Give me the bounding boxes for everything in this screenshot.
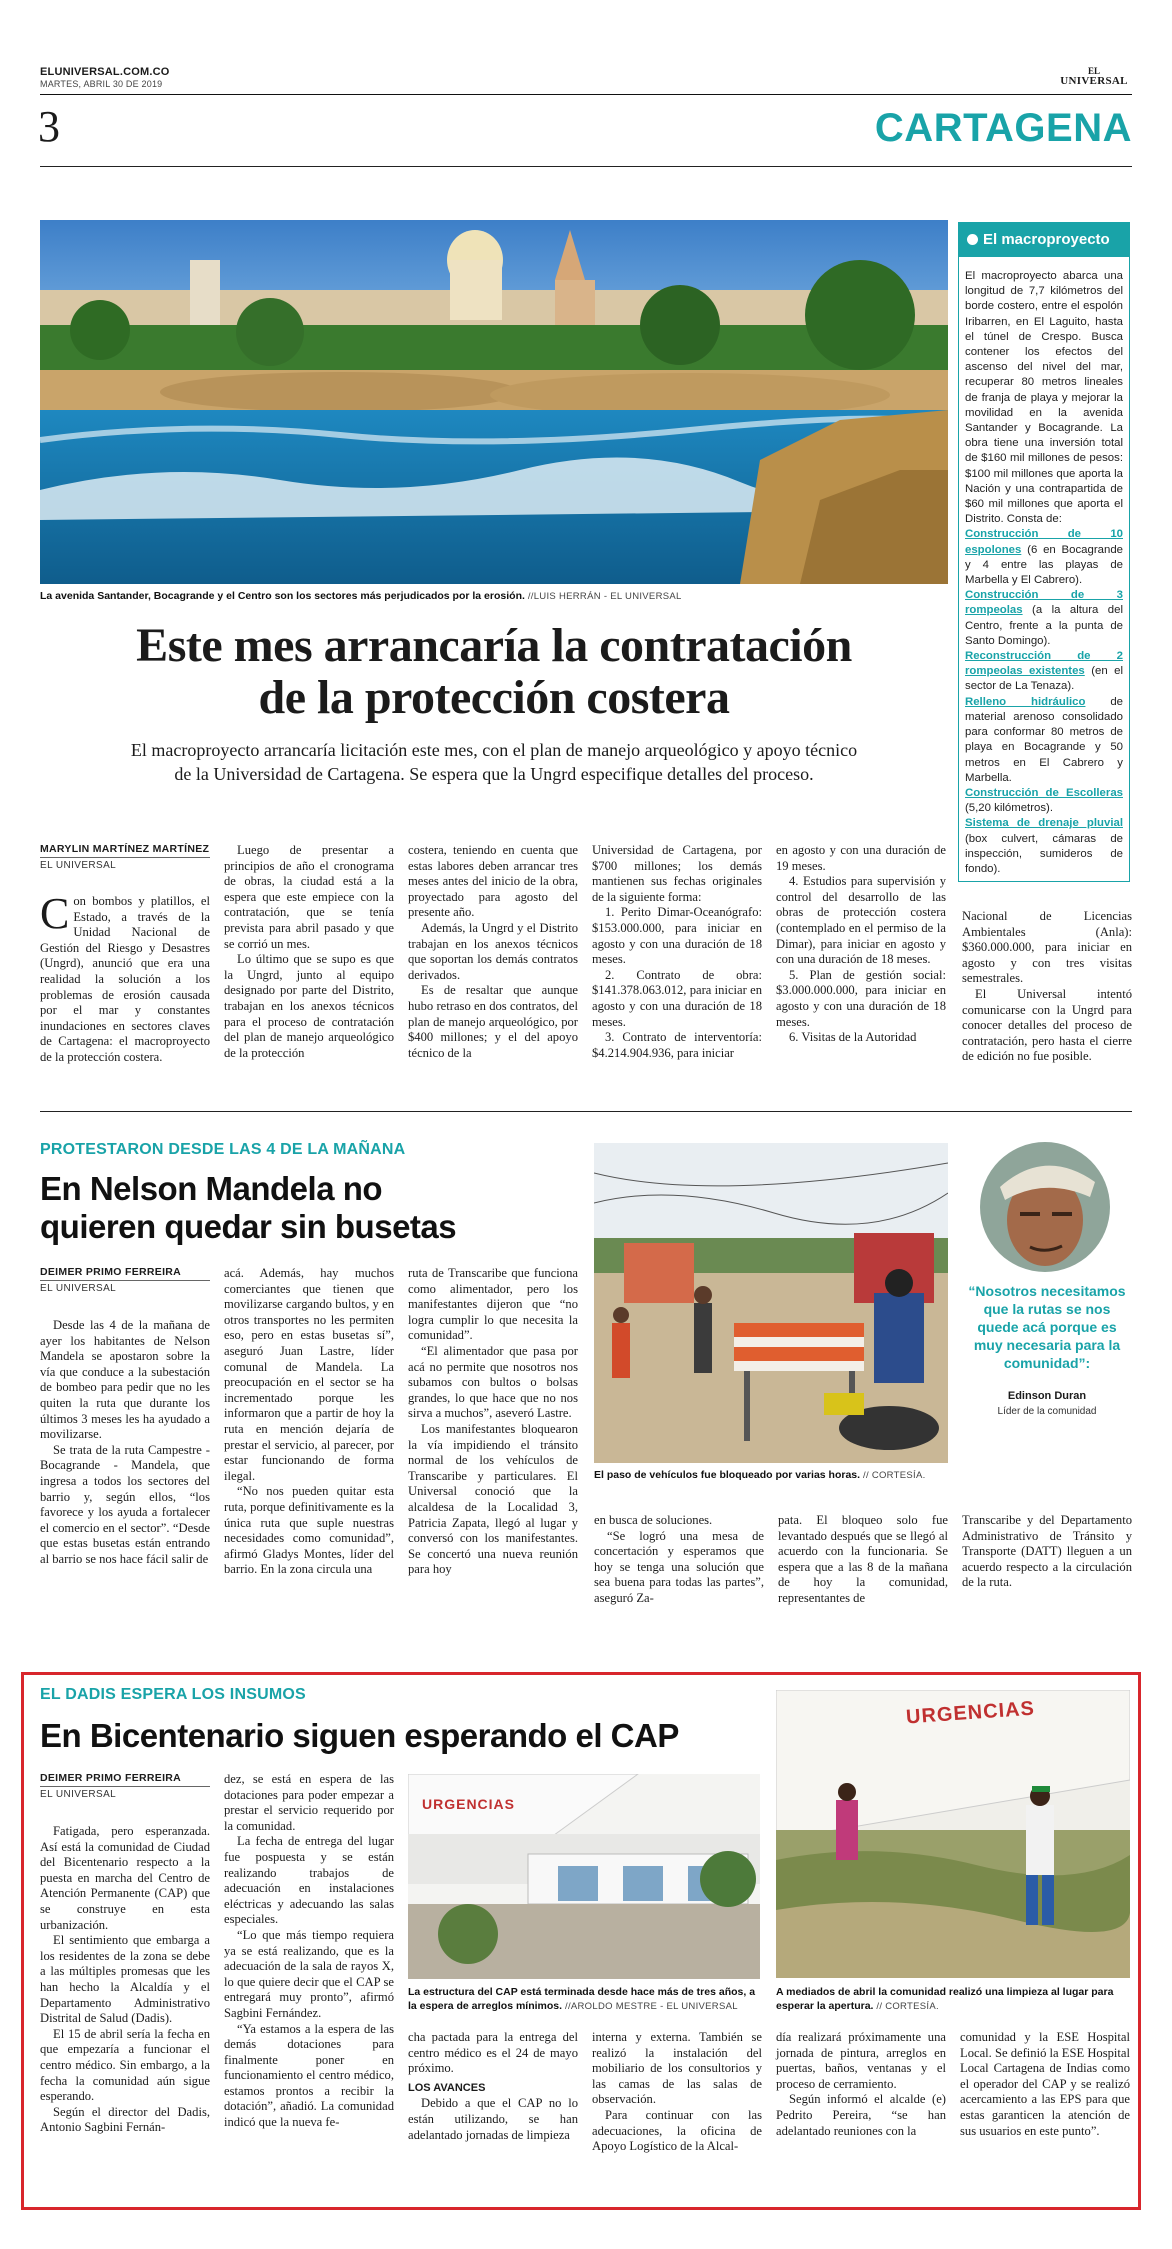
quote-text: “Nosotros necesitamos que la rutas se nos quede acá porque es muy necesaria para la comunidad”:: [968, 1283, 1126, 1371]
cap-col-5: [776, 2030, 946, 2139]
lead-col5-p1: en agosto y con una duración de 19 meses.: [776, 843, 946, 873]
cap-headline: En Bicentenario siguen esperando el CAP: [40, 1717, 679, 1754]
sidebar-item: Relleno hidráulico de material arenoso consolidado para conformar 80 metros de playa en Bocagrande y 50 metros en El Cabrero y Marbella.: [965, 695, 1123, 784]
cap-col2-p1: dez, se está en espera de las dotaciones para poder empezar a prestar el servicio requerido por la comunidad.: [224, 1772, 394, 1833]
mandela-byline: [40, 1266, 210, 1294]
sidebar-item: Reconstrucción de 2 rompeolas existentes (en el sector de La Tenaza).: [965, 650, 1123, 693]
cap-photo2-caption: [776, 1985, 1130, 2014]
lead-deck-line1: El macroproyecto arrancaría licitación este mes, con el plan de manejo arqueológico y apoyo técnico: [130, 740, 858, 760]
mandela-col-6: [962, 1513, 1132, 1591]
cap-col2-p2: La fecha de entrega del lugar fue pospuesta y se están realizando trabajos de adecuación en instalaciones eléctricas y adecuando las salas especiales.: [224, 1834, 394, 1927]
cap-col-1: [40, 1824, 210, 2136]
sidebar-item: Construcción de 3 rompeolas (a la altura del Centro, frente a la punta de Santo Domingo).: [965, 589, 1123, 647]
lead-col4-p4: 3. Contrato de interventoría: $4.214.904.936, para iniciar: [592, 1030, 762, 1060]
cap-col-2: [224, 1772, 394, 2131]
mandela-caption-credit: // CORTESÍA.: [863, 1470, 926, 1481]
quote-name: Edinson Duran: [1007, 1390, 1087, 1402]
mandela-col-4: [594, 1513, 764, 1607]
mandela-byline-name: DEIMER PRIMO FERREIRA: [40, 1266, 182, 1278]
site-url: ELUNIVERSAL.COM.CO: [40, 66, 170, 78]
mandela-headline-line2: quieren quedar sin busetas: [40, 1208, 457, 1245]
lead-caption-text: La avenida Santander, Bocagrande y el Centro son los sectores más perjudicados por la erosión.: [40, 590, 525, 602]
mandela-col5-p1: pata. El bloqueo solo fue levantado después que se llegó al acuerdo con la funcionaria. Se espera que a las 8 de la mañana de hoy la comunidad, representantes de: [778, 1513, 948, 1605]
masthead-rule: [40, 94, 1132, 95]
quote-portrait: [980, 1142, 1110, 1272]
mandela-col6-p1: Transcaribe y del Departamento Administrativo de Tránsito y Transporte (DATT) lleguen a un acuerdo respecto a la circulación de la ruta.: [962, 1513, 1132, 1590]
cap-byline-org: EL UNIVERSAL: [40, 1789, 117, 1800]
cap-photo-2: [776, 1690, 1130, 1978]
lead-col5-p3: 5. Plan de gestión social: $3.000.000.000, para iniciar en agosto y con una duración de 18 meses.: [776, 967, 946, 1029]
lead-col1-text: on bombos y platillos, el Estado, a través de la Unidad Nacional de Gestión del Riesgo y Desastres (Ungrd), anunció que era una realidad la solución a los problemas de erosión causada por el mar y constantes inundaciones en sectores claves de Cartagena: el macroproyecto de la protección costera.: [40, 894, 210, 1064]
lead-byline-org: EL UNIVERSAL: [40, 860, 117, 871]
cap-col-3: [408, 2030, 578, 2143]
logo-top: EL: [1087, 66, 1100, 76]
lead-headline-line1: Este mes arrancaría la contratación: [136, 619, 852, 672]
lead-col-6: [962, 909, 1132, 1065]
lead-col-5: [776, 843, 946, 1046]
lead-col4-p2: 1. Perito Dimar-Oceanógrafo: $153.000.000, para iniciar en agosto y con una duración de 18 meses.: [592, 905, 762, 967]
section-divider-1: [40, 1111, 1132, 1112]
sidebar-body: [959, 257, 1129, 877]
mandela-col3-p3: Los manifestantes bloquearon la vía impidiendo el tránsito normal de los vehículos de Transcaribe y particulares. El Universal conoció que la alcaldesa de la Localidad 3, Patricia Zapata, llegó al lugar y conversó con los manifestantes. Se concertó una nueva reunión para hoy: [408, 1421, 578, 1577]
cap-photo2-sign: URGENCIAS: [905, 1697, 1036, 1729]
mandela-col3-p2: “El alimentador que pasa por acá no permite que nosotros nos subamos con bultos o bolsas grandes, lo que hace que no nos sirva a muchos”, aseveró Lastre.: [408, 1343, 578, 1421]
cap-photo1-caption: [408, 1985, 760, 2014]
lead-col3-p3: Es de resaltar que aunque hubo retraso en dos contratos, del plan de manejo arqueológico, por $400 millones; y el del apoyo técnico de la: [408, 983, 578, 1060]
sidebar-title: El macroproyecto: [983, 231, 1110, 248]
lead-col4-p3: 2. Contrato de obra: $141.378.063.012, para iniciar en agosto y con una duración de 18 meses.: [592, 967, 762, 1029]
bullet-icon: [967, 234, 978, 245]
lead-caption-credit: //LUIS HERRÁN - EL UNIVERSAL: [527, 591, 682, 602]
cap-photo1-sign: URGENCIAS: [422, 1796, 516, 1812]
cap-photo2-caption-text: A mediados de abril la comunidad realizó una limpieza al lugar para esperar la apertura.: [776, 1986, 1114, 2012]
cap-byline-name: DEIMER PRIMO FERREIRA: [40, 1772, 182, 1784]
lead-deck-line2: de la Universidad de Cartagena. Se espera que la Ungrd especifique detalles del proceso.: [174, 764, 814, 784]
lead-col6-p2: El Universal intentó comunicarse con la Ungrd para conocer detalles del proceso de contratación, pero hasta el cierre de edición no fue posible.: [962, 986, 1132, 1064]
lead-col-1: [40, 889, 210, 1066]
lead-col3-p2: Además, la Ungrd y el Distrito trabajan en los anexos técnicos que soportan los demás contratos derivados.: [408, 920, 578, 982]
lead-byline-name: MARYLIN MARTÍNEZ MARTÍNEZ: [40, 843, 210, 855]
newspaper-logo: [1058, 66, 1130, 86]
lead-photo: [40, 220, 948, 584]
lead-col6-p1: Nacional de Licencias Ambientales (Anla): $360.000.000, para iniciar en agosto y con tres visitas semestrales.: [962, 909, 1132, 986]
cap-col4-p1: interna y externa. También se realizó la instalación del mobiliario de los consultorios y las camas de las salas de observación.: [592, 2030, 762, 2107]
mandela-col4-p2: “Se logró una mesa de concertación y esperamos que hoy se tenga una solución que sea buena para todas las partes”, aseguró Za-: [594, 1528, 764, 1605]
mandela-kicker: PROTESTARON DESDE LAS 4 DE LA MAÑANA: [40, 1141, 406, 1158]
mandela-col1-p1: Desde las 4 de la mañana de ayer los habitantes de Nelson Mandela se apostaron sobre la vía que conduce a la subestación de bombeo para pedir que no les quiten la ruta que durante los últimos 3 meses les ha ayudado a movilizarse.: [40, 1318, 210, 1442]
cap-col5-p1: día realizará próximamente una jornada de pintura, arreglos en puertas, baños, ventanas y el proceso de cerramiento.: [776, 2030, 946, 2091]
mandela-photo: [594, 1143, 948, 1463]
sidebar-item: Sistema de drenaje pluvial (box culvert, cámaras de inspección, sumideros de fondo).: [965, 817, 1123, 875]
sidebar-header: [959, 223, 1129, 257]
mandela-byline-org: EL UNIVERSAL: [40, 1283, 117, 1294]
cap-col4-p2: Para continuar con las adecuaciones, la oficina de Apoyo Logístico de la Alcal-: [592, 2107, 762, 2154]
cap-col5-p2: Según informó el alcalde (e) Pedrito Pereira, “se han adelantado reuniones con la: [776, 2092, 946, 2138]
cap-subhead: LOS AVANCES: [408, 2081, 486, 2094]
mandela-col2-p1: acá. Además, hay muchos comerciantes que tienen que movilizarse cargando bultos, y en otros transportes no les permiten eso, pero en estas busetas sí”, aseguró Juan Lastre, líder comunal de Mandela. La preocupación en el sector se ha incrementado porque les informaron que a partir de hoy la ruta en mención dejaría de prestar el servicio, al parecer, por estar funcionando de forma ilegal.: [224, 1266, 394, 1483]
cap-photo1-credit: //AROLDO MESTRE - EL UNIVERSAL: [565, 2001, 738, 2012]
lead-headline: [40, 620, 948, 724]
mandela-col-1: [40, 1318, 210, 1568]
lead-col2-p1: Luego de presentar a principios de año el cronograma de obras, la ciudad está a la espera que este empiece con la contratación, que se tenía prevista para abril pasado y que se corrió un mes.: [224, 843, 394, 951]
section-title: CARTAGENA: [874, 106, 1132, 150]
cap-col-4: [592, 2030, 762, 2155]
cap-col6-p1: comunidad y la ESE Hospital Local. Se definió la ESE Hospital Local Cartagena de Indias como el operador del CAP y se realizó acercamiento a las EPS para que estas garanticen la atención de sus usuarios en este punto”.: [960, 2030, 1130, 2138]
mandela-headline: [40, 1170, 456, 1246]
mandela-photo-caption: [594, 1468, 948, 1483]
mandela-col-5: [778, 1513, 948, 1607]
cap-col3-p1: cha pactada para la entrega del centro médico es el 24 de mayo próximo.: [408, 2030, 578, 2076]
lead-col-2: [224, 843, 394, 1061]
lead-deck: [40, 738, 948, 786]
cap-col1-p2: El sentimiento que embarga a los residentes de la zona se debe a las múltiples promesas que les han hecho la Alcaldía y el Departamento Administrativo Distrital de Salud (Dadis).: [40, 1933, 210, 2026]
lead-col5-p4: 6. Visitas de la Autoridad: [789, 1030, 917, 1045]
lead-col-3: [408, 843, 578, 1061]
quote-role: Líder de la comunidad: [997, 1406, 1097, 1417]
cap-col2-p3: “Lo que más tiempo requiera ya se está realizando, que es la adecuación de la sala de rayos X, lo que quiere decir que el CAP se entregará muy pronto”, afirmó Sagbini Fernández.: [224, 1927, 394, 2020]
cap-col1-p4: Según el director del Dadis, Antonio Sagbini Fernán-: [40, 2104, 210, 2135]
cap-col3-p2: Debido a que el CAP no lo están utilizando, se han adelantado jornadas de limpieza: [408, 2096, 578, 2142]
lead-col2-p2: Lo último que se supo es que la Ungrd, junto al equipo designado por parte del Distrito, trabajan en los anexos técnicos para el proceso de contratación del plan de manejo arqueológico de la protección: [224, 952, 394, 1060]
lead-headline-line2: de la protección costera: [258, 671, 730, 724]
cap-col-6: [960, 2030, 1130, 2139]
sidebar-item: Construcción de 10 espolones (6 en Bocagrande y 4 entre las playas de Marbella y El Cabrero).: [965, 528, 1123, 587]
cap-photo2-credit: // CORTESÍA.: [876, 2001, 939, 2012]
page-number: 3: [38, 102, 60, 151]
lead-col5-p2: 4. Estudios para supervisión y control del desarrollo de las obras de protección costera (contemplado en el permiso de la Dimar), para iniciar en agosto y con una duración de 18 meses.: [776, 874, 946, 967]
cap-byline: [40, 1772, 210, 1800]
sidebar-intro: El macroproyecto abarca una longitud de 7,7 kilómetros del borde costero, entre el espolón Iribarren, en El Laguito, hasta el túnel de Crespo. Busca contener los efectos del ascenso del nivel del mar, recuperar 80 metros lineales de franja de playa y mejorar la movilidad en la avenida Santander y Bocagrande. La obra tiene una inversión total de $160 mil millones de pesos: $100 mil millones que aporta la Nación y una contrapartida de $60 mil millones que aporta el Distrito. Consta de:: [965, 270, 1123, 526]
mandela-col4-p1: en busca de soluciones.: [594, 1513, 713, 1527]
section-rule: [40, 166, 1132, 167]
mandela-headline-line1: En Nelson Mandela no: [40, 1170, 383, 1207]
lead-col4-p1: Universidad de Cartagena, por $700 millones; los demás mantienen sus fechas originales de la siguiente forma:: [592, 843, 762, 904]
lead-col-4: [592, 843, 762, 1061]
logo-bottom: UNIVERSAL: [1060, 75, 1128, 87]
cap-col1-p1: Fatigada, pero esperanzada. Así está la comunidad de Ciudad del Bicentenario respecto a la puesta en marcha del Centro de Atención Permanente (CAP) que se construye en esta urbanización.: [40, 1824, 210, 1932]
sidebar-item: Construcción de Escolleras (5,20 kilómetros).: [965, 786, 1123, 815]
cap-kicker: EL DADIS ESPERA LOS INSUMOS: [40, 1686, 306, 1703]
cap-col2-p4: “Ya estamos a la espera de las demás dotaciones para finalmente poner en funcionamiento el centro médico, estamos prontos a recibir la dotación”, añadió. La comunidad indicó que la nueva fe-: [224, 2021, 394, 2130]
cap-photo1-caption-text: La estructura del CAP está terminada desde hace más de tres años, a la espera de arreglos mínimos.: [408, 1986, 756, 2012]
lead-dropcap: C: [40, 889, 70, 938]
mandela-caption-text: El paso de vehículos fue bloqueado por varias horas.: [594, 1469, 861, 1481]
cap-photo-1: [408, 1774, 760, 1979]
cap-col1-p3: El 15 de abril sería la fecha en que empezaría a funcionar el centro médico. Sin embargo, a la fecha la comunidad aún sigue esperando.: [40, 2026, 210, 2104]
issue-date: MARTES, ABRIL 30 DE 2019: [40, 79, 163, 89]
lead-photo-caption: [40, 589, 948, 604]
mandela-col2-p2: “No nos pueden quitar esta ruta, porque definitivamente es la única ruta que suple nuestras necesidades como comunidad”, afirmó Gladys Montes, líder del barrio. En la zona circula una: [224, 1484, 394, 1577]
mandela-col3-p1: ruta de Transcaribe que funciona como alimentador, pero los manifestantes dijeron que “no logra cumplir lo que necesita la comunidad”.: [408, 1266, 578, 1343]
mandela-col-2: [224, 1266, 394, 1578]
lead-col3-p1: costera, teniendo en cuenta que estas labores deben arrancar tres meses antes del inicio de la obra, proyectado para agosto del presente año.: [408, 843, 578, 920]
lead-byline: [40, 843, 210, 871]
mandela-col-3: [408, 1266, 578, 1578]
sidebar-box: [958, 222, 1130, 882]
mandela-col1-p2: Se trata de la ruta Campestre - Bocagrande - Mandela, que ingresa a todos los sectores del barrio y, según ellos, “los favorece y los ayuda a fortalecer el comercio en el sector”. “Desde que estas busetas están entrando al barrio se nos hace fácil salir de: [40, 1442, 210, 1566]
